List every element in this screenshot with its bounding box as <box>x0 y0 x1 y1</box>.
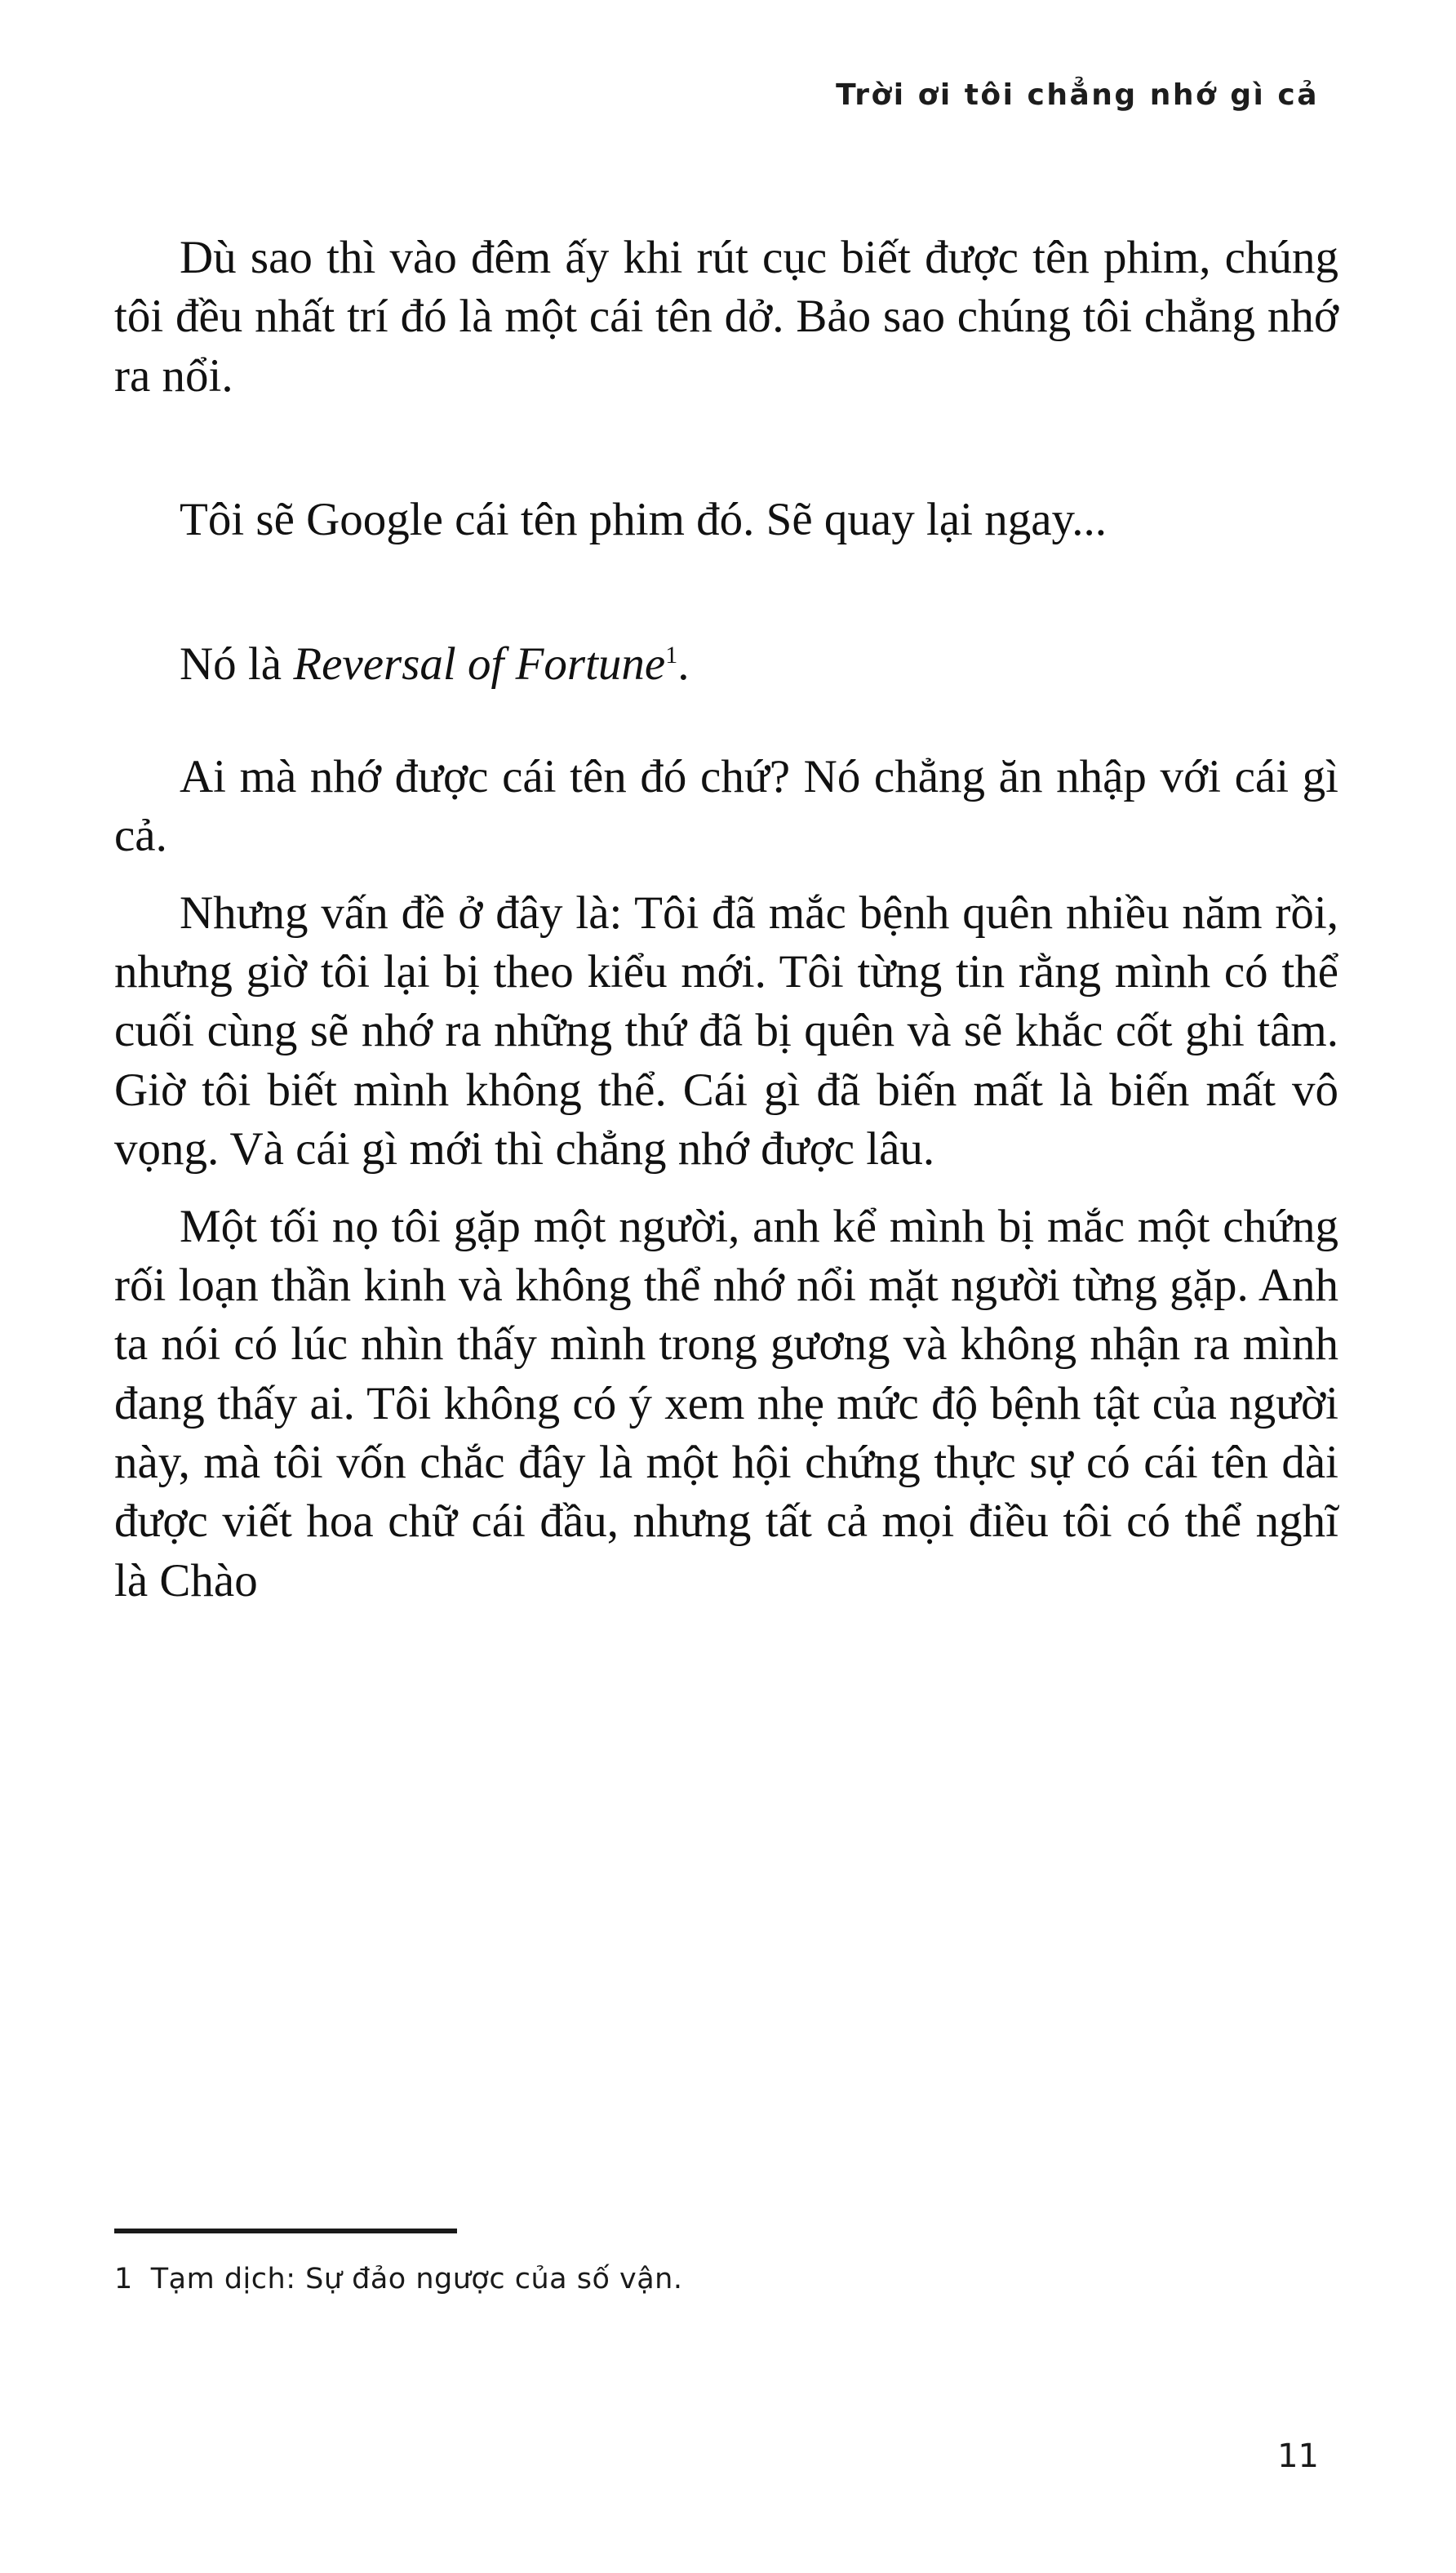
film-title: Reversal of Fortune <box>293 638 666 690</box>
footnote <box>114 2263 1338 2295</box>
footnote-area <box>114 2229 1338 2295</box>
body-column <box>114 229 1338 1611</box>
paragraph-5: Một tối nọ tôi gặp một người, anh kể mình bị mắc một chứng rối loạn thần kinh và không thể nhớ nổi mặt người từng gặp. Anh ta nói có lúc nhìn thấy mình trong gương và không nhận ra mình đang thấy ai. Tôi không có ý xem nhẹ mức độ bệnh tật của người này, mà tôi vốn chắc đây là một hội chứng thực sự có cái tên dài được viết hoa chữ cái đầu, nhưng tất cả mọi điều tôi có thể nghĩ là Chào <box>114 1200 1338 1606</box>
paragraph-spacer <box>114 694 1338 748</box>
paragraph-spacer <box>114 866 1338 884</box>
footnote-body: Tạm dịch: Sự đảo ngược của số vận. <box>150 2263 683 2295</box>
title-line-prefix: Nó là <box>180 638 294 690</box>
paragraph-spacer <box>114 406 1338 491</box>
page-number: 11 <box>1277 2437 1319 2475</box>
footnote-number: 1 <box>114 2263 133 2295</box>
paragraph-title-line <box>114 635 1338 694</box>
paragraph-spacer <box>114 1180 1338 1198</box>
paragraph-4: Nhưng vấn đề ở đây là: Tôi đã mắc bệnh quên nhiều năm rồi, nhưng giờ tôi lại bị theo kiểu mới. Tôi từng tin rằng mình có thể cuối cùng sẽ nhớ ra những thứ đã bị quên và sẽ khắc cốt ghi tâm. Giờ tôi biết mình không thể. Cái gì đã biến mất là biến mất vô vọng. Và cái gì mới thì chẳng nhớ được lâu. <box>114 887 1338 1175</box>
title-line-suffix: . <box>677 638 690 690</box>
paragraph-spacer <box>114 550 1338 635</box>
paragraph-1: Dù sao thì vào đêm ấy khi rút cục biết được tên phim, chúng tôi đều nhất trí đó là một cái tên dở. Bảo sao chúng tôi chẳng nhớ ra nổi. <box>114 232 1338 402</box>
paragraph-2: Tôi sẽ Google cái tên phim đó. Sẽ quay lại ngay... <box>180 494 1108 546</box>
footnote-marker: 1 <box>665 641 678 669</box>
footnote-divider <box>114 2229 457 2233</box>
running-head: Trời ơi tôi chẳng nhớ gì cả <box>836 78 1319 112</box>
paragraph-3: Ai mà nhớ được cái tên đó chứ? Nó chẳng ăn nhập với cái gì cả. <box>114 750 1338 862</box>
